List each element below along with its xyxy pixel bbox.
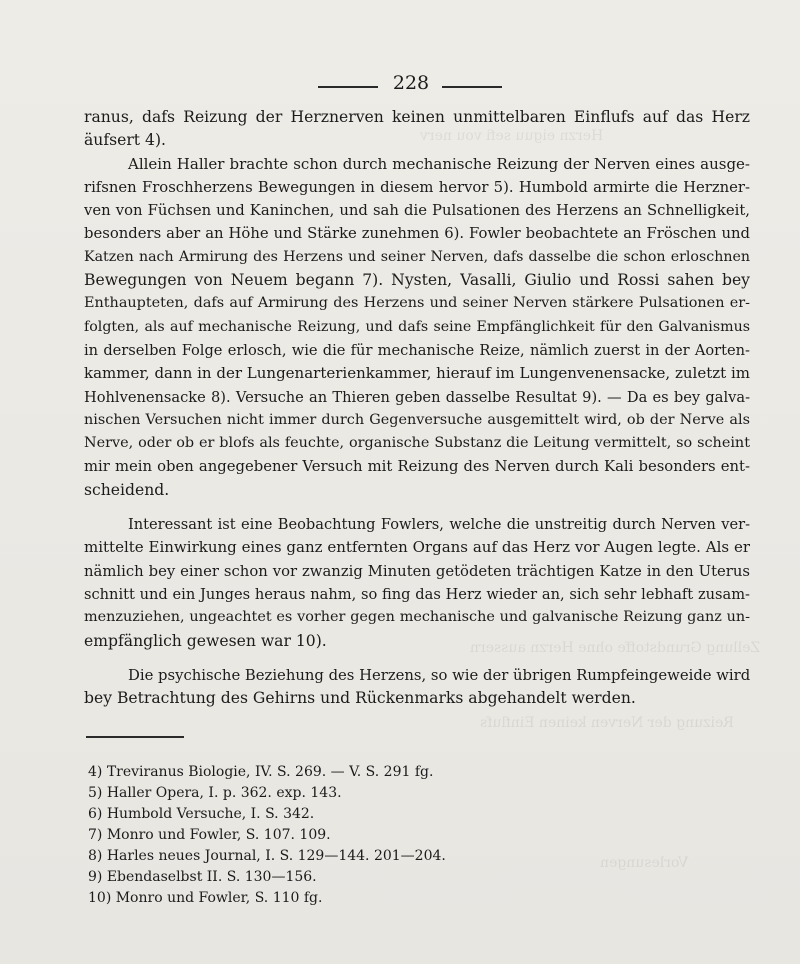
paragraph-gap <box>84 502 750 513</box>
text-line: ranus, dafs Reizung der Herznerven keinen unmittelbaren Einflufs auf das Herz <box>84 108 750 126</box>
footnote: 8) Harles neues Journal, I. S. 129—144. 201—204. <box>88 848 446 864</box>
text-line: scheidend. <box>84 480 170 499</box>
footnote: 9) Ebendaselbst II. S. 130—156. <box>88 869 317 885</box>
header-rule-left <box>318 86 378 88</box>
text-line: empfänglich gewesen war 10). <box>84 631 327 650</box>
body-text <box>84 106 750 710</box>
text-line: Enthaupteten, dafs auf Armirung des Herzens und seiner Nerven stärkere Pulsationen er- <box>84 295 750 312</box>
show-through-texture: Vorlesungen <box>600 855 689 871</box>
page-header <box>0 72 800 102</box>
text-line: Katzen nach Armirung des Herzens und seiner Nerven, dafs dasselbe die schon erloschnen <box>84 248 750 265</box>
text-line: Hohlvenensacke 8). Versuche an Thieren geben dasselbe Resultat 9). — Da es bey galva- <box>84 388 750 406</box>
text-line: rifsnen Froschherzens Bewegungen in diesem hervor 5). Humbold armirte die Herzner- <box>84 178 750 196</box>
header-rule-right <box>442 86 502 88</box>
text-line: bey Betrachtung des Gehirns und Rückenmarks abgehandelt werden. <box>84 689 636 708</box>
text-line: Die psychische Beziehung des Herzens, so wie der übrigen Rumpfeingeweide wird <box>128 666 750 684</box>
footnote: 7) Monro und Fowler, S. 107. 109. <box>88 827 331 843</box>
paragraph-gap <box>84 653 750 664</box>
footnote: 4) Treviranus Biologie, IV. S. 269. — V. S. 291 fg. <box>88 764 434 780</box>
text-line: äufsert 4). <box>84 131 166 150</box>
text-line: kammer, dann in der Lungenarterienkammer, hierauf im Lungenvenensacke, zuletzt im <box>84 364 750 383</box>
text-line: in derselben Folge erlosch, wie die für mechanische Reize, nämlich zuerst in der Aorten- <box>84 341 750 359</box>
show-through-texture: Herzn eiguu sefi vou nerv <box>420 128 604 144</box>
text-line: Nerve, oder ob er blofs als feuchte, organische Substanz die Leitung vermittelt, so scheint <box>84 435 750 452</box>
footnote: 5) Haller Opera, I. p. 362. exp. 143. <box>88 785 342 801</box>
text-line: Allein Haller brachte schon durch mechanische Reizung der Nerven eines ausge- <box>128 154 750 173</box>
text-line: besonders aber an Höhe und Stärke zunehmen 6). Fowler beobachtete an Fröschen und <box>84 225 750 243</box>
show-through-texture: Zellung Grundstoffe ohne Herzn aussern <box>470 640 761 656</box>
page-number: 228 <box>392 72 430 94</box>
text-line: menzuziehen, ungeachtet es vorher gegen mechanische und galvanische Reizung ganz un- <box>84 609 750 626</box>
show-through-texture: Reizung der Nerven keinen Einflufs <box>480 715 734 731</box>
footnotes <box>88 762 588 909</box>
footnote-separator <box>86 736 184 738</box>
text-line: ven von Füchsen und Kaninchen, und sah die Pulsationen des Herzens an Schnelligkeit, <box>84 202 750 220</box>
footnote: 10) Monro und Fowler, S. 110 fg. <box>88 890 323 906</box>
text-line: schnitt und ein Junges heraus nahm, so fing das Herz wieder an, sich sehr lebhaft zusam- <box>84 585 750 603</box>
text-line: folgten, als auf mechanische Reizung, und dafs seine Empfänglichkeit für den Galvanismus <box>84 318 750 335</box>
text-line: Bewegungen von Neuem begann 7). Nysten, Vasalli, Giulio und Rossi sahen bey <box>84 271 750 290</box>
footnote: 6) Humbold Versuche, I. S. 342. <box>88 806 315 822</box>
text-line: Interessant ist eine Beobachtung Fowlers, welche die unstreitig durch Nerven ver- <box>128 516 750 534</box>
text-line: nischen Versuchen nicht immer durch Gegenversuche ausgemittelt wird, ob der Nerve als <box>84 411 750 428</box>
text-line: mittelte Einwirkung eines ganz entfernten Organs auf das Herz vor Augen legte. Als er <box>84 538 750 557</box>
text-line: mir mein oben angegebener Versuch mit Reizung des Nerven durch Kali besonders ent- <box>84 458 750 476</box>
text-line: nämlich bey einer schon vor zwanzig Minuten getödeten trächtigen Katze in den Uterus <box>84 562 750 580</box>
